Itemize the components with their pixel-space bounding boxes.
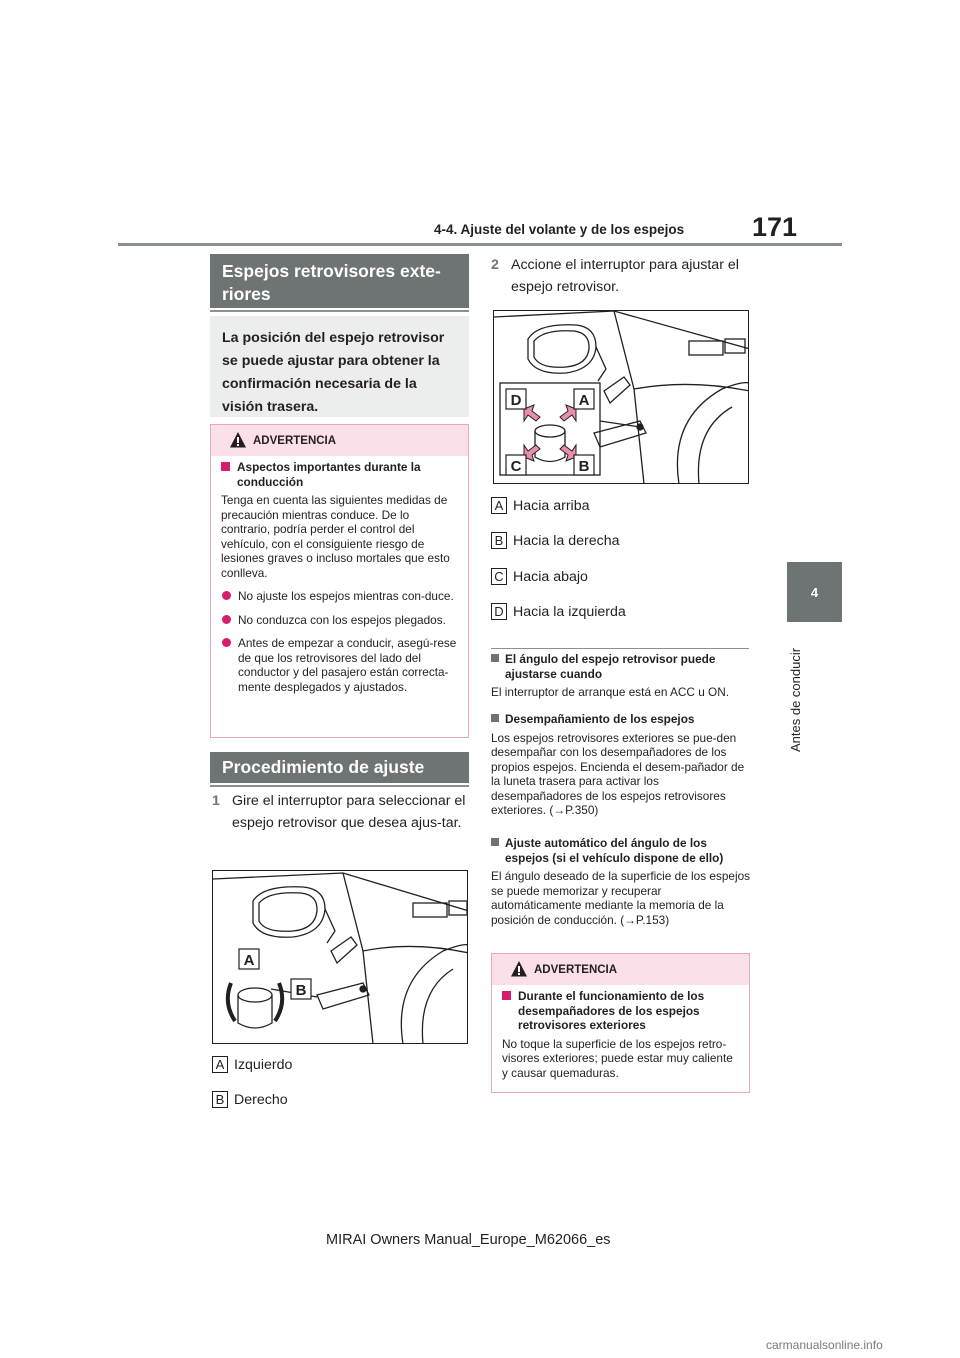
legend-key: A [491, 497, 507, 514]
warning-title: Aspectos importantes durante la conducción [221, 460, 458, 489]
legend-item: A Hacia arriba [491, 497, 590, 514]
legend-key: D [491, 603, 507, 620]
step-1 [212, 790, 470, 834]
chapter-number: 4 [810, 584, 819, 600]
circle-bullet-icon [222, 638, 231, 647]
callout-a: A [243, 952, 255, 969]
warning-box-driving [210, 424, 469, 738]
warning-bullet: Antes de empezar a conducir, asegú-rese de que los retrovisores del lado del conductor y del pasajero están correcta-mente desplegados y ajustados. [221, 636, 458, 694]
intro-box: La posición del espejo retrovisor se puede ajustar para obtener la confirmación necesaria de la visión trasera. [210, 316, 469, 417]
section-title: 4-4. Ajuste del volante y de los espejos [434, 222, 685, 237]
note-title: Ajuste automático del ángulo de los espejos (si el vehículo dispone de ello) [491, 836, 753, 865]
note-body: El interruptor de arranque está en ACC u ON. [491, 685, 730, 699]
callout-d: D [510, 392, 522, 409]
circle-bullet-icon [222, 591, 231, 600]
square-bullet-icon [491, 838, 499, 846]
chapter-title: Antes de conducir [788, 647, 803, 752]
illustration-mirror-adjust [493, 310, 749, 484]
notes-divider [491, 648, 749, 649]
step-text: Accione el interruptor para ajustar el espejo retrovisor. [511, 257, 739, 295]
step-text: Gire el interruptor para seleccionar el espejo retrovisor que desea ajus-tar. [232, 793, 466, 831]
note-item [491, 712, 753, 818]
legend-item: D Hacia la izquierda [491, 603, 626, 620]
callout-c: C [510, 458, 522, 475]
square-bullet-icon [491, 654, 499, 662]
chapter-side-label [776, 636, 816, 756]
callout-b: B [578, 458, 590, 475]
callout-b: B [295, 982, 307, 999]
note-title: Desempañamiento de los espejos [491, 712, 753, 727]
warning-label: ADVERTENCIA [534, 963, 618, 976]
circle-bullet-icon [222, 615, 231, 624]
page-number: 171 [752, 212, 798, 242]
warning-header [211, 425, 468, 456]
warning-bullet: No conduzca con los espejos plegados. [221, 613, 458, 628]
watermark: carmanualsonline.info [766, 1338, 883, 1352]
step-2 [491, 254, 753, 298]
note-item [491, 836, 753, 927]
legend-item: B Derecho [212, 1091, 288, 1108]
square-bullet-icon [502, 991, 511, 1000]
warning-bullet: No ajuste los espejos mientras con-duce. [221, 589, 458, 604]
warning-header [492, 954, 749, 985]
note-item [491, 652, 753, 700]
step-number: 2 [491, 257, 499, 273]
note-title: El ángulo del espejo retrovisor puede ajustarse cuando [491, 652, 753, 681]
note-body: Los espejos retrovisores exteriores se pue-den desempañar con los desempañadores de los propios espejos. Encienda el desem-pañador de la luneta trasera para activar los desempañadores de los espejos retrovisores exteriores. (→P.350) [491, 730, 745, 817]
warning-title: Durante el funcionamiento de los desempañadores de los espejos retrovisores exteriores [502, 989, 739, 1033]
warning-icon [229, 431, 247, 449]
callout-a: A [578, 392, 590, 409]
section-heading-procedure: Procedimiento de ajuste [210, 752, 469, 783]
header-rule [118, 243, 842, 246]
legend-key: B [491, 532, 507, 549]
warning-label: ADVERTENCIA [253, 434, 337, 447]
legend-key: A [212, 1056, 228, 1073]
mirror-adjust-drawing [494, 311, 749, 484]
note-body: El ángulo deseado de la superficie de los espejos se puede memorizar y recuperar automáticamente mediante la memoria de la posición de conducción. (→P.153) [491, 869, 751, 927]
mirror-select-drawing [213, 871, 468, 1044]
legend-item: C Hacia abajo [491, 568, 588, 585]
legend-item: A Izquierdo [212, 1056, 292, 1073]
section-heading-mirrors: Espejos retrovisores exte-riores [210, 254, 469, 308]
illustration-mirror-select [212, 870, 468, 1044]
square-bullet-icon [491, 714, 499, 722]
warning-text: No toque la superficie de los espejos retro-visores exteriores; puede estar muy caliente y causar quemaduras. [502, 1036, 733, 1080]
square-bullet-icon [221, 462, 230, 471]
warning-box-defogger [491, 953, 750, 1093]
legend-key: B [212, 1091, 228, 1108]
step-number: 1 [212, 793, 220, 809]
legend-key: C [491, 568, 507, 585]
legend-item: B Hacia la derecha [491, 532, 619, 549]
footer-text: MIRAI Owners Manual_Europe_M62066_es [326, 1232, 611, 1248]
chapter-tab [787, 562, 842, 622]
warning-icon [510, 960, 528, 978]
warning-text: Tenga en cuenta las siguientes medidas de precaución mientras conduce. De lo contrario, podría perder el control del vehículo, con el consiguiente riesgo de lesiones graves o incluso mortales que esto conlleva. [221, 493, 450, 580]
